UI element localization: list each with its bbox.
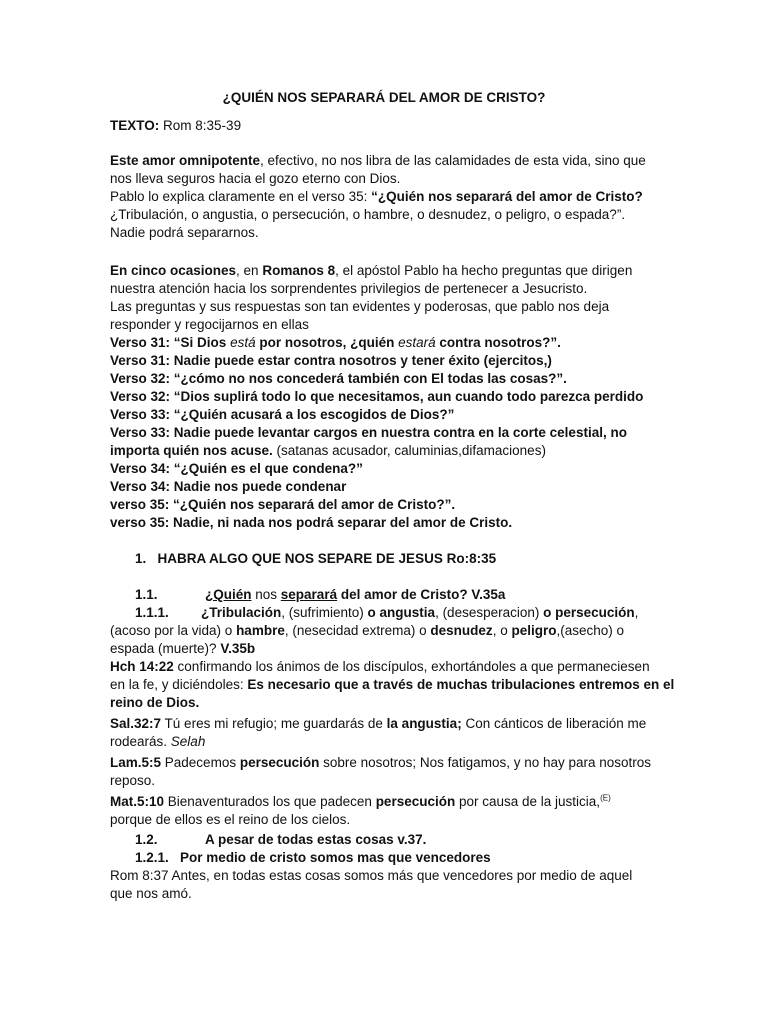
section-number: 1. [135, 551, 147, 566]
hch-line-2 [110, 676, 674, 694]
section-1-2-1 [135, 849, 491, 867]
scripture-text: Con cánticos de liberación me [461, 716, 647, 731]
p1-line-2: nos lleva seguros hacia el gozo eterno con Dios. [110, 171, 401, 186]
sal-line-1 [110, 715, 646, 733]
term: o angustia [367, 605, 436, 620]
q-text: nos [251, 587, 281, 602]
verse-italic: está [230, 335, 256, 350]
section-1-1 [135, 586, 505, 604]
scripture-text: confirmando los ánimos de los discípulos, exhortándoles a que permaneciesen [173, 659, 650, 674]
gloss: , (sufrimiento) [281, 605, 368, 620]
scripture-ref: Mat.5:10 [110, 794, 165, 809]
p1-emphasis: Este amor omnipotente [110, 153, 261, 168]
scripture-emphasis: persecución [375, 794, 456, 809]
section-number: 1.1.1. [135, 605, 169, 620]
q-text: del amor de Cristo? V.35a [337, 587, 506, 602]
section-1-heading [135, 550, 496, 568]
verse-italic: estará [398, 335, 436, 350]
verse-35b: verso 35: Nadie, ni nada nos podrá separar del amor de Cristo. [110, 515, 513, 530]
lam-line-2: reposo. [110, 773, 156, 788]
gloss: (muerte)? [154, 641, 221, 656]
gloss: , o [492, 623, 512, 638]
section-1-1-1-line-3 [110, 640, 255, 658]
gloss: , (desesperacion) [435, 605, 544, 620]
q-underlined: ¿Quién [205, 587, 252, 602]
gloss: , (nesecidad extrema) o [284, 623, 431, 638]
verse-34a: Verso 34: “¿Quién es el que condena?” [110, 461, 363, 476]
gloss: , [634, 605, 639, 620]
scripture-emphasis: Es necesario que a través de muchas tribulaciones entremos en el [247, 677, 675, 692]
verse-ref: V.35b [220, 641, 256, 656]
texto-ref: Rom 8:35-39 [163, 118, 242, 133]
section-title: Por medio de cristo somos mas que vencedores [180, 850, 491, 865]
verse-31a [110, 334, 561, 352]
p2-line-1 [110, 262, 632, 280]
q-underlined: separará [280, 587, 338, 602]
scripture-text: Bienaventurados los que padecen [164, 794, 376, 809]
scripture-italic: Selah [170, 734, 206, 749]
p1-line-4: ¿Tribulación, o angustia, o persecución, o hambre, o desnudez, o peligro, o espada?”. [110, 207, 626, 222]
mat-line-2: porque de ellos es el reino de los cielos. [110, 812, 351, 827]
lam-line-1 [110, 754, 651, 772]
term-plain: espada [110, 641, 155, 656]
p1-quote: “¿Quién nos separará del amor de Cristo? [371, 189, 643, 204]
verse-text: por nosotros, ¿quién [255, 335, 399, 350]
page-title: ¿QUIÉN NOS SEPARARÁ DEL AMOR DE CRISTO? [222, 90, 546, 105]
p1-line-1 [110, 152, 646, 170]
texto-label: TEXTO: [110, 118, 160, 133]
texto-line [110, 117, 241, 135]
sal-line-2 [110, 733, 205, 751]
scripture-text: sobre nosotros; Nos fatigamos, y no hay para nosotros [319, 755, 652, 770]
verse-32b: Verso 32: “Dios suplirá todo lo que necesitamos, aun cuando todo parezca perdido [110, 389, 644, 404]
section-1-2 [135, 831, 426, 849]
verse-31b: Verso 31: Nadie puede estar contra nosotros y tener éxito (ejercitos,) [110, 353, 552, 368]
scripture-text: Tú eres mi refugio; me guardarás de [161, 716, 387, 731]
section-title: HABRA ALGO QUE NOS SEPARE DE JESUS Ro:8:35 [157, 551, 497, 566]
p2-text: , en [236, 263, 263, 278]
term: hambre [236, 623, 285, 638]
p2-text: , el apóstol Pablo ha hecho preguntas que dirigen [335, 263, 633, 278]
section-title: A pesar de todas estas cosas v.37. [205, 832, 427, 847]
p1-text: Pablo lo explica claramente en el verso 35: [110, 189, 372, 204]
p1-line-3 [110, 188, 643, 206]
section-1-1-1-line-1 [135, 604, 638, 622]
hch-line-1 [110, 658, 650, 676]
p1-line-5: Nadie podrá separarnos. [110, 225, 259, 240]
term: ¿Tribulación [201, 605, 282, 620]
hch-line-3: reino de Dios. [110, 695, 200, 710]
p2-line-3: Las preguntas y sus respuestas son tan evidentes y poderosas, que pablo nos deja [110, 299, 610, 314]
section-1-1-1-line-2 [110, 622, 624, 640]
verse-33b: Verso 33: Nadie puede levantar cargos en nuestra contra en la corte celestial, no [110, 425, 627, 440]
scripture-text: por causa de la justicia, [455, 794, 601, 809]
gloss: ,(asecho) o [556, 623, 625, 638]
term: o persecución [543, 605, 635, 620]
verse-34b: Verso 34: Nadie nos puede condenar [110, 479, 347, 494]
verse-text: contra nosotros?”. [435, 335, 561, 350]
scripture-text: en la fe, y diciéndoles: [110, 677, 248, 692]
footnote-marker[interactable]: (E) [600, 793, 611, 803]
verse-33c [110, 442, 546, 460]
section-number: 1.2.1. [135, 850, 169, 865]
scripture-emphasis: la angustia; [386, 716, 462, 731]
rom-line-2: que nos amó. [110, 886, 192, 901]
section-number: 1.1. [135, 587, 158, 602]
p2-line-2: nuestra atención hacia los sorprendentes privilegios de pertenecer a Jesucristo. [110, 281, 588, 296]
scripture-text: Padecemos [161, 755, 240, 770]
p2-emphasis: En cinco ocasiones [110, 263, 237, 278]
rom-line-1: Rom 8:37 Antes, en todas estas cosas somos más que vencedores por medio de aquel [110, 868, 633, 883]
term: desnudez [430, 623, 493, 638]
scripture-text: rodearás. [110, 734, 171, 749]
p2-emphasis: Romanos 8 [262, 263, 336, 278]
verse-note: (satanas acusador, caluminias,difamaciones) [272, 443, 546, 458]
scripture-ref: Sal.32:7 [110, 716, 162, 731]
gloss: (acoso por la vida) o [110, 623, 237, 638]
verse-32a: Verso 32: “¿cómo no nos concederá también con El todas las cosas?”. [110, 371, 567, 386]
scripture-emphasis: persecución [239, 755, 320, 770]
section-number: 1.2. [135, 832, 158, 847]
verse-35a: verso 35: “¿Quién nos separará del amor de Cristo?”. [110, 497, 456, 512]
p1-text: , efectivo, no nos libra de las calamidades de esta vida, sino que [260, 153, 646, 168]
scripture-ref: Lam.5:5 [110, 755, 162, 770]
scripture-ref: Hch 14:22 [110, 659, 174, 674]
verse-text: importa quién nos acuse. [110, 443, 273, 458]
mat-line-1 [110, 793, 611, 811]
verse-33a: Verso 33: “¿Quién acusará a los escogidos de Dios?” [110, 407, 455, 422]
term: peligro [511, 623, 557, 638]
verse-text: Verso 31: “Si Dios [110, 335, 231, 350]
p2-line-4: responder y regocijarnos en ellas [110, 317, 309, 332]
